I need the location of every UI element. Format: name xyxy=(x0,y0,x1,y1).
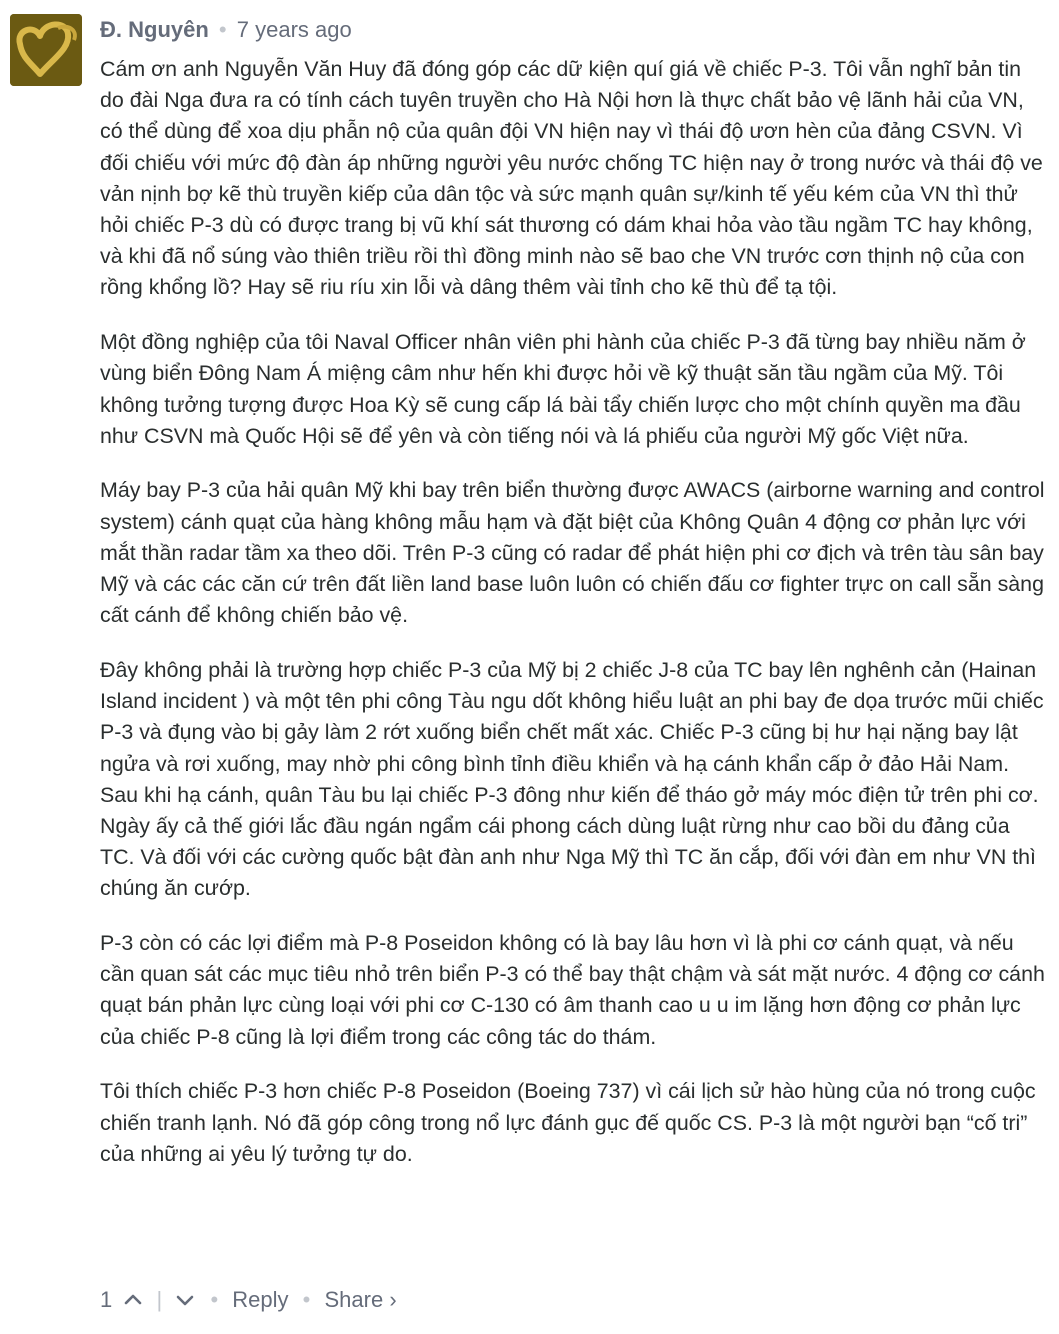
comment-paragraph: Một đồng nghiệp của tôi Naval Officer nhân viên phi hành của chiếc P-3 đã từng bay nhiều năm ở vùng biển Đông Nam Á miệng câm như hến khi được hỏi về kỹ thuật săn tầu ngầm của Mỹ. Tôi không tưởng tượng được Hoa Kỳ sẽ cung cấp lá bài tẩy chiến lược cho một chính quyền ma đầu như CSVN mà Quốc Hội sẽ để yên và còn tiếng nói và lá phiếu của người Mỹ gốc Việt nữa. xyxy=(100,330,1026,448)
share-button[interactable]: Share › xyxy=(324,1287,397,1313)
avatar[interactable] xyxy=(10,14,82,86)
comment-header xyxy=(100,14,1045,46)
timestamp[interactable]: 7 years ago xyxy=(236,17,352,42)
vote-count: 1 xyxy=(100,1287,113,1313)
comment-paragraph: P-3 còn có các lợi điểm mà P-8 Poseidon không có là bay lâu hơn vì là phi cơ cánh quạt, và nếu cần quan sát các mục tiêu nhỏ trên biển P-3 có thể bay thật chậm và sát mặt nước. 4 động cơ cánh quạt bán phản lực cùng loại với phi cơ C-130 có âm thanh cao u u im lặng hơn động cơ phản lực của chiếc P-8 cũng là lợi điểm trong các công tác do thám. xyxy=(100,931,1045,1049)
vote-divider: | xyxy=(156,1287,163,1313)
chevron-up-icon xyxy=(122,1289,144,1311)
comment-paragraph: Cám ơn anh Nguyễn Văn Huy đã đóng góp các dữ kiện quí giá về chiếc P-3. Tôi vẫn nghĩ bản tin do đài Nga đưa ra có tính cách tuyên truyền cho Hà Nội hơn là thực chất bảo vệ lãnh hải của VN, có thể dùng để xoa dịu phẫn nộ của quân đội VN hiện nay vì thái độ ươn hèn của đảng CSVN. Vì đối chiếu với mức độ đàn áp những người yêu nước chống TC hiện nay ở trong nước và thái độ ve vản nịnh bợ kẽ thù truyền kiếp của dân tộc và sức mạnh quân sự/kinh tế yếu kém của VN thì thử hỏi chiếc P-3 dù có được trang bị vũ khí sát thương có dám khai hỏa vào tầu ngầm TC hay không, và khi đã nổ súng vào thiên triều rồi thì đồng minh nào sẽ bao che VN trước cơn thịnh nộ của con rồng khổng lồ? Hay sẽ riu ríu xin lỗi và dâng thêm vài tỉnh cho kẽ thù để tạ tội. xyxy=(100,57,1043,300)
comment-paragraph: Máy bay P-3 của hải quân Mỹ khi bay trên biển thường được AWACS (airborne warning and control system) cánh quạt của hàng không mẫu hạm và đặt biệt của Không Quân 4 động cơ phản lực với mắt thần radar tầm xa theo dõi. Trên P-3 cũng có radar để phát hiện phi cơ địch và trên tàu sân bay Mỹ và các các căn cứ trên đất liền land base luôn luôn có chiến đấu cơ fighter trực on call sẵn sàng cất cánh để không chiến bảo vệ. xyxy=(100,478,1045,628)
chevron-down-icon xyxy=(174,1289,196,1311)
footer-separator: • xyxy=(302,1287,311,1313)
footer-separator: • xyxy=(210,1287,219,1313)
comment-paragraph: Tôi thích chiếc P-3 hơn chiếc P-8 Poseidon (Boeing 737) vì cái lịch sử hào hùng của nó trong cuộc chiến tranh lạnh. Nó đã góp công trong nổ lực đánh gục đế quốc CS. P-3 là một người bạn “cố tri” của những ai yêu lý tưởng tự do. xyxy=(100,1079,1036,1166)
comment-footer xyxy=(100,1283,397,1316)
author-name[interactable]: Đ. Nguyên xyxy=(100,17,209,42)
meta-separator: • xyxy=(218,17,227,42)
reply-button[interactable]: Reply xyxy=(232,1287,289,1313)
downvote-button[interactable] xyxy=(174,1289,196,1311)
comment-text xyxy=(100,54,1045,1170)
comment-paragraph: Đây không phải là trường hợp chiếc P-3 của Mỹ bị 2 chiếc J-8 của TC bay lên nghênh cản (Hainan Island incident ) và một tên phi công Tàu ngu dốt không hiểu luật an phi bay đe dọa trước mũi chiếc P-3 và đụng vào bị gảy làm 2 rớt xuống biển chết mất xác. Chiếc P-3 cũng bị hư hại nặng bay lật ngửa và rơi xuống, may nhờ phi công bình tỉnh điều khiển và hạ cánh khẩn cấp ở đảo Hải Nam. Sau khi hạ cánh, quân Tàu bu lại chiếc P-3 đông như kiến để tháo gở máy móc điện tử trên phi cơ. Ngày ấy cả thế giới lắc đầu ngán ngẩm cái phong cách dùng luật rừng như cao bồi du đảng của TC. Và đối với các cường quốc bật đàn anh như Nga Mỹ thì TC ăn cắp, đối với đàn em như VN thì chúng ăn cướp. xyxy=(100,657,1044,901)
comment-body xyxy=(100,14,1045,1170)
heart-icon xyxy=(10,14,82,86)
upvote-button[interactable] xyxy=(122,1289,144,1311)
